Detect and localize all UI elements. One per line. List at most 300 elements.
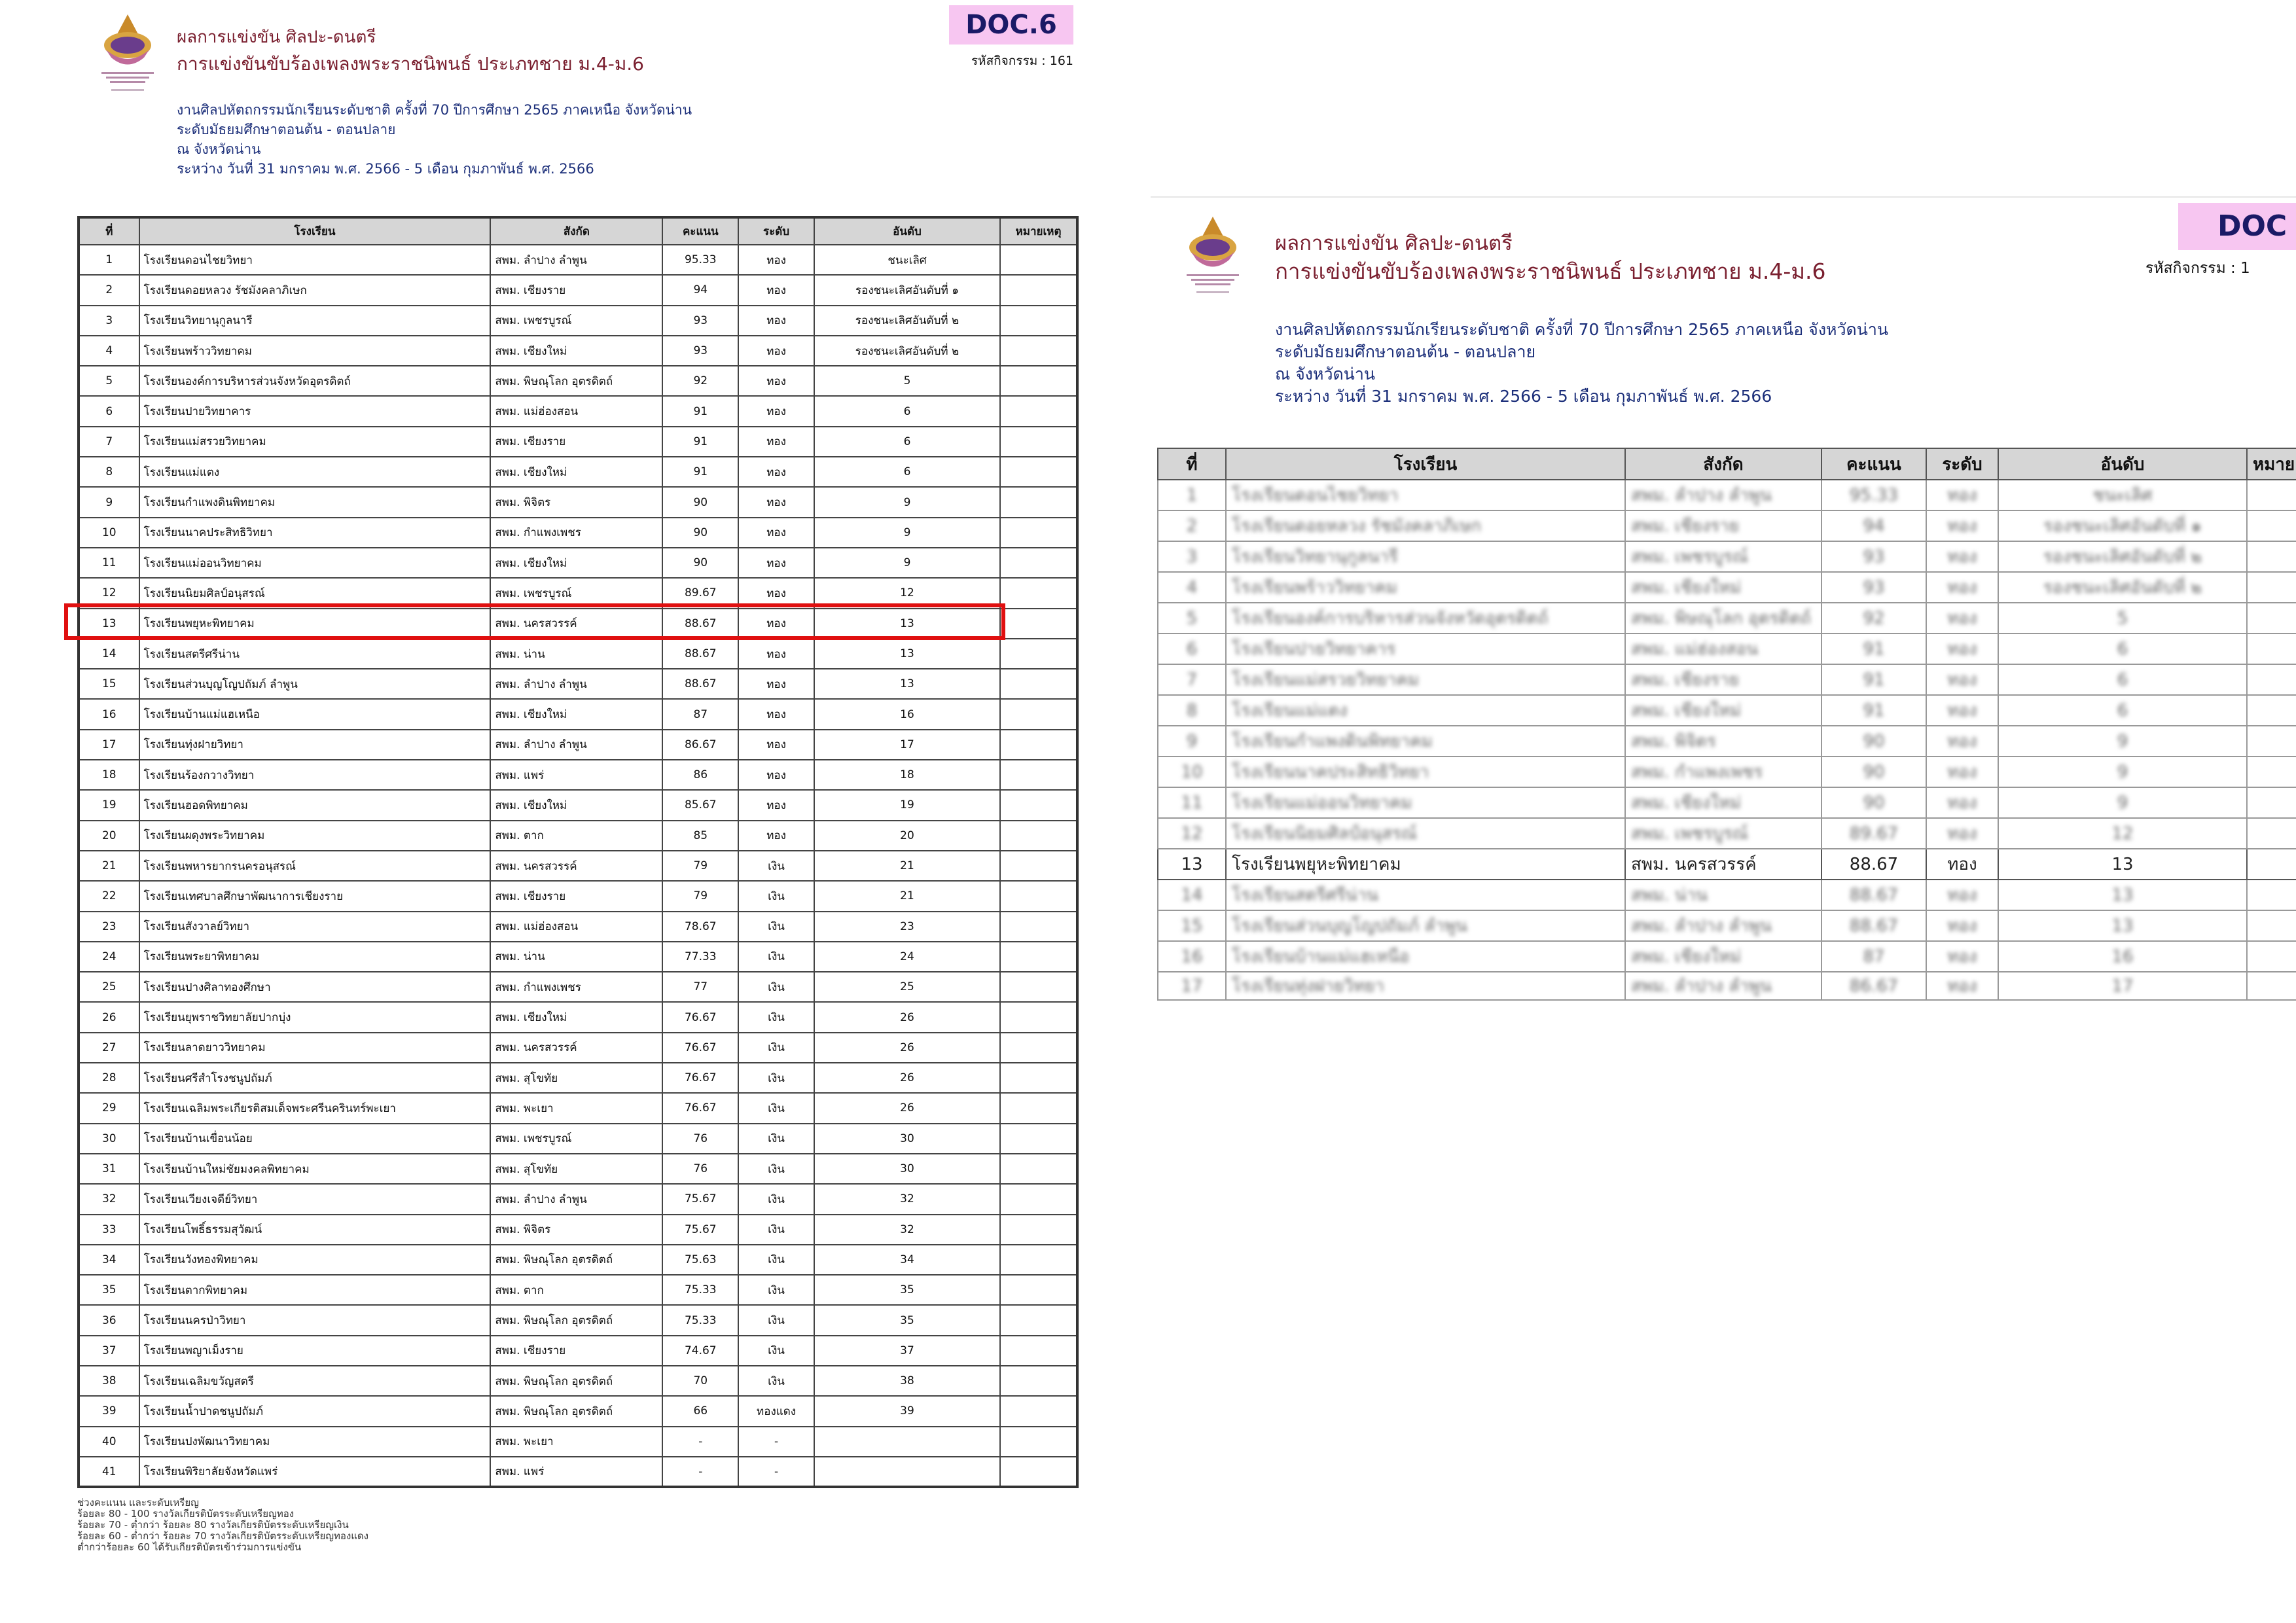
table-cell: 93 [662,336,738,366]
table-cell: โรงเรียนสตรีศรีน่าน [1226,880,1625,910]
table-cell: สพม. ลำปาง ลำพูน [490,1184,662,1214]
results-table [77,216,1079,1488]
table-cell: - [738,1457,814,1487]
table-cell: เงิน [738,912,814,942]
table-row [79,518,1077,548]
table-cell-note [1000,1396,1077,1426]
table-cell-note [1000,518,1077,548]
table-cell: 6 [814,427,1000,457]
table-row [79,1275,1077,1305]
table-cell: 38 [79,1366,139,1396]
table-cell-note [2247,880,2296,910]
table-row [1158,757,2296,787]
table-cell: 3 [1158,541,1226,572]
table-row [1158,695,2296,726]
table-cell: 26 [814,1063,1000,1093]
table-row [79,1002,1077,1032]
table-cell: โรงเรียนปงพัฒนาวิทยาคม [139,1427,491,1457]
table-cell: ชนะเลิศ [1998,480,2247,510]
table-cell: 26 [814,1033,1000,1063]
table-cell: 35 [814,1305,1000,1335]
table-cell: เงิน [738,1305,814,1335]
table-cell: 91 [1821,664,1926,695]
table-cell: โรงเรียนส่วนบุญโญปถัมภ์ ลำพูน [1226,910,1625,941]
table-cell: ทอง [1926,818,1998,849]
table-cell: 14 [1158,880,1226,910]
table-cell: 39 [79,1396,139,1426]
table-cell: 90 [662,487,738,517]
table-cell: 12 [814,578,1000,608]
table-cell: โรงเรียนวิทยานุกูลนารี [1226,541,1625,572]
table-cell: โรงเรียนกำแพงดินพิทยาคม [1226,726,1625,757]
table-cell: 35 [814,1275,1000,1305]
table-cell-note [1000,912,1077,942]
table-cell: 14 [79,639,139,669]
info-line: งานศิลปหัตถกรรมนักเรียนระดับชาติ ครั้งที่ 70 ปีการศึกษา 2565 ภาคเหนือ จังหวัดน่าน [1275,320,1888,339]
table-cell: สพม. กำแพงเพชร [490,518,662,548]
table-cell: ทอง [1926,664,1998,695]
table-row [1158,664,2296,695]
table-cell: สพม. เชียงใหม่ [490,457,662,487]
table-cell: 10 [79,518,139,548]
table-row [79,1093,1077,1123]
table-cell: โรงเรียนพระยาพิทยาคม [139,942,491,972]
table-cell: โรงเรียนทุ่งฝายวิทยา [139,730,491,760]
table-cell: 70 [662,1366,738,1396]
table-cell: 30 [814,1124,1000,1154]
info-line: ณ จังหวัดน่าน [1275,365,1375,383]
table-cell: โรงเรียนแม่แตง [1226,695,1625,726]
table-cell: สพม. เชียงใหม่ [490,548,662,578]
table-cell: สพม. เพชรบูรณ์ [490,578,662,608]
table-cell: 12 [1158,818,1226,849]
table-cell: สพม. พะเยา [490,1093,662,1123]
table-cell-note [1000,578,1077,608]
table-cell: เงิน [738,1002,814,1032]
table-row [79,821,1077,851]
table-cell-note [2247,972,2296,1000]
table-cell: 4 [1158,572,1226,603]
table-cell: 95.33 [1821,480,1926,510]
table-cell: 92 [1821,603,1926,633]
table-cell: 7 [79,427,139,457]
table-cell: 13 [1158,849,1226,880]
table-cell: ทอง [1926,603,1998,633]
table-cell: โรงเรียนบ้านแม่แฮเหนือ [139,699,491,729]
table-row [1158,849,2296,880]
table-cell: โรงเรียนพิริยาลัยจังหวัดแพร่ [139,1457,491,1487]
table-cell: สพม. พิษณุโลก อุตรดิตถ์ [490,1305,662,1335]
table-cell: ทอง [1926,941,1998,972]
table-cell: สพม. เชียงราย [490,275,662,305]
arts-crafts-emblem-logo [92,9,164,107]
table-cell-note [1000,821,1077,851]
table-cell: 88.67 [662,609,738,639]
table-row [79,1215,1077,1245]
table-cell: 78.67 [662,912,738,942]
table-cell-note [1000,790,1077,820]
table-cell-note [1000,851,1077,881]
table-cell: โรงเรียนดอยหลวง รัชมังคลาภิเษก [139,275,491,305]
table-row [79,1305,1077,1335]
table-cell: 77.33 [662,942,738,972]
table-cell: ทอง [738,790,814,820]
col-header: ระดับ [738,217,814,245]
table-cell-note [1000,942,1077,972]
table-cell-note [1000,306,1077,336]
table-cell: เงิน [738,1154,814,1184]
table-cell: 7 [1158,664,1226,695]
table-cell: 11 [79,548,139,578]
table-cell-note [1000,609,1077,639]
table-row [79,912,1077,942]
table-row [79,1427,1077,1457]
table-cell: ชนะเลิศ [814,245,1000,275]
table-cell-note [1000,1063,1077,1093]
table-cell: โรงเรียนน้ำปาดชนูปถัมภ์ [139,1396,491,1426]
table-cell [814,1457,1000,1487]
table-cell-note [1000,972,1077,1002]
table-cell: 75.33 [662,1305,738,1335]
table-cell-note [1000,1305,1077,1335]
table-row [79,1457,1077,1487]
table-cell: 6 [1998,633,2247,664]
info-line: ณ จังหวัดน่าน [177,141,261,157]
table-cell: 89.67 [662,578,738,608]
legend-line: ร้อยละ 70 - ต่ำกว่า ร้อยละ 80 รางวัลเกียรติบัตรระดับเหรียญเงิน [77,1519,349,1531]
table-cell: สพม. แพร่ [490,760,662,790]
activity-code: รหัสกิจกรรม : 161 [971,54,1073,68]
table-row [79,942,1077,972]
table-cell: สพม. เชียงใหม่ [1625,941,1821,972]
table-cell-note [2247,787,2296,818]
table-cell-note [2247,849,2296,880]
table-cell: โรงเรียนดอยหลวง รัชมังคลาภิเษก [1226,510,1625,541]
table-cell: 38 [814,1366,1000,1396]
table-row [79,1124,1077,1154]
table-cell-note [1000,1245,1077,1275]
table-cell: สพม. ลำปาง ลำพูน [490,245,662,275]
table-cell: รองชนะเลิศอันดับที่ ๒ [1998,541,2247,572]
table-cell: สพม. นครสวรรค์ [1625,849,1821,880]
table-row [79,1033,1077,1063]
table-row [79,1396,1077,1426]
table-cell-note [2247,480,2296,510]
table-row [1158,880,2296,910]
table-cell: เงิน [738,1366,814,1396]
col-header: ระดับ [1926,448,1998,480]
table-cell: 76 [662,1154,738,1184]
table-cell: ทอง [1926,787,1998,818]
document-zoom-view [1151,0,2296,1623]
table-cell-note [1000,760,1077,790]
table-cell: 8 [79,457,139,487]
table-cell: สพม. นครสวรรค์ [490,851,662,881]
table-cell-note [1000,1457,1077,1487]
table-row [79,306,1077,336]
table-cell: 9 [1998,787,2247,818]
table-cell: 9 [79,487,139,517]
table-cell: ทอง [738,760,814,790]
table-cell: ทอง [1926,480,1998,510]
table-row [1158,480,2296,510]
table-cell: - [662,1427,738,1457]
table-cell: 37 [814,1336,1000,1366]
table-cell-note [2247,757,2296,787]
table-row [79,487,1077,517]
col-header: คะแนน [1821,448,1926,480]
table-cell: 15 [1158,910,1226,941]
competition-title: การแข่งขันขับร้องเพลงพระราชนิพนธ์ ประเภทชาย ม.4-ม.6 [177,53,644,75]
table-cell-note [2247,510,2296,541]
table-cell: โรงเรียนเฉลิมพระเกียรติสมเด็จพระศรีนครินทร์พะเยา [139,1093,491,1123]
col-header: อันดับ [814,217,1000,245]
table-cell: โรงเรียนดอนไชยวิทยา [139,245,491,275]
table-cell: สพม. แพร่ [490,1457,662,1487]
table-cell: ทอง [738,669,814,699]
table-cell-note [1000,1002,1077,1032]
table-cell: เงิน [738,851,814,881]
table-cell: 91 [662,396,738,426]
table-cell: สพม. พิษณุโลก อุตรดิตถ์ [490,1366,662,1396]
table-cell-note [2247,695,2296,726]
table-cell: โรงเรียนพยุหะพิทยาคม [1226,849,1625,880]
table-cell: สพม. สุโขทัย [490,1063,662,1093]
table-cell: สพม. เชียงราย [490,427,662,457]
table-cell-note [1000,487,1077,517]
table-cell: 10 [1158,757,1226,787]
table-cell: 21 [79,851,139,881]
table-cell: 13 [1998,910,2247,941]
table-cell: 18 [814,760,1000,790]
table-cell: 87 [1821,941,1926,972]
legend-line: ต่ำกว่าร้อยละ 60 ได้รับเกียรติบัตรเข้าร่วมการแข่งขัน [77,1541,302,1553]
table-cell: เงิน [738,972,814,1002]
table-cell: 23 [814,912,1000,942]
table-cell: 88.67 [1821,910,1926,941]
table-row [79,1154,1077,1184]
table-cell: 91 [662,427,738,457]
table-cell: โรงเรียนพร้าววิทยาคม [1226,572,1625,603]
table-cell: สพม. พิษณุโลก อุตรดิตถ์ [490,1396,662,1426]
table-cell-note [1000,669,1077,699]
table-cell: รองชนะเลิศอันดับที่ ๒ [1998,572,2247,603]
arts-crafts-emblem-logo [1177,208,1249,313]
table-cell: 26 [79,1002,139,1032]
table-cell: 9 [814,487,1000,517]
table-cell: สพม. พิษณุโลก อุตรดิตถ์ [490,1245,662,1275]
legend-line: ร้อยละ 60 - ต่ำกว่า ร้อยละ 70 รางวัลเกียรติบัตรระดับเหรียญทองแดง [77,1530,368,1542]
table-row [79,639,1077,669]
table-cell: 75.67 [662,1184,738,1214]
table-cell-note [1000,881,1077,911]
table-cell: โรงเรียนแม่สรวยวิทยาคม [1226,664,1625,695]
table-cell-note [1000,639,1077,669]
table-cell: - [738,1427,814,1457]
table-cell: โรงเรียนดอนไชยวิทยา [1226,480,1625,510]
table-cell: 12 [79,578,139,608]
table-cell-note [2247,818,2296,849]
table-cell: สพม. พิจิตร [1625,726,1821,757]
table-cell-note [1000,366,1077,396]
table-cell: สพม. เชียงใหม่ [490,699,662,729]
table-cell: ทอง [1926,972,1998,1000]
doc-code-badge: DOC [2178,203,2296,250]
table-cell-note [1000,1366,1077,1396]
table-cell: ทอง [738,306,814,336]
table-cell: ทอง [1926,572,1998,603]
table-cell: โรงเรียนพยุหะพิทยาคม [139,609,491,639]
table-cell: ทอง [738,366,814,396]
table-cell: โรงเรียนปายวิทยาคาร [1226,633,1625,664]
table-cell: 30 [79,1124,139,1154]
table-cell: สพม. ลำปาง ลำพูน [490,669,662,699]
table-cell: สพม. ลำปาง ลำพูน [490,730,662,760]
table-cell: 91 [1821,695,1926,726]
table-cell: 75.67 [662,1215,738,1245]
table-cell: 76.67 [662,1063,738,1093]
table-cell: ทอง [738,336,814,366]
table-cell-note [2247,910,2296,941]
table-cell: โรงเรียนบ้านเขื่อนน้อย [139,1124,491,1154]
table-cell: 90 [1821,787,1926,818]
table-cell: ทอง [738,578,814,608]
table-cell: เงิน [738,1033,814,1063]
table-row [79,1336,1077,1366]
table-cell: สพม. พะเยา [490,1427,662,1457]
table-row [79,457,1077,487]
table-cell: 26 [814,1093,1000,1123]
table-cell: เงิน [738,1215,814,1245]
table-cell: 90 [1821,757,1926,787]
table-cell: 13 [79,609,139,639]
table-cell: 17 [79,730,139,760]
table-cell: ทองแดง [738,1396,814,1426]
table-cell: สพม. น่าน [490,942,662,972]
table-row [79,1366,1077,1396]
table-cell: สพม. นครสวรรค์ [490,609,662,639]
table-cell: โรงเรียนแม่แตง [139,457,491,487]
col-header: สังกัด [1625,448,1821,480]
info-line: ระดับมัธยมศึกษาตอนต้น - ตอนปลาย [177,122,396,137]
table-cell-note [1000,245,1077,275]
table-cell: โรงเรียนปางศิลาทองศึกษา [139,972,491,1002]
table-cell-note [1000,730,1077,760]
table-cell: เงิน [738,881,814,911]
table-row [1158,572,2296,603]
table-cell: โรงเรียนทุ่งฝายวิทยา [1226,972,1625,1000]
page-title: ผลการแข่งขัน ศิลปะ-ดนตรี [177,27,376,47]
score-legend [77,1497,368,1553]
table-cell: 86 [662,760,738,790]
table-cell: 35 [79,1275,139,1305]
table-cell: 77 [662,972,738,1002]
table-cell: 21 [814,851,1000,881]
table-cell: โรงเรียนพญาเม็งราย [139,1336,491,1366]
col-header: โรงเรียน [1226,448,1625,480]
table-cell [814,1427,1000,1457]
table-cell: 32 [814,1184,1000,1214]
table-cell: 79 [662,851,738,881]
table-cell: สพม. นครสวรรค์ [490,1033,662,1063]
table-cell: สพม. เชียงราย [1625,510,1821,541]
table-cell-note [2247,664,2296,695]
col-header: หมายเหตุ [1000,217,1077,245]
table-cell: ทอง [738,518,814,548]
table-cell: 39 [814,1396,1000,1426]
table-cell: 9 [1998,757,2247,787]
table-cell: สพม. เชียงใหม่ [1625,787,1821,818]
table-cell: 30 [814,1154,1000,1184]
table-row [79,699,1077,729]
table-cell: สพม. สุโขทัย [490,1154,662,1184]
table-cell-note [1000,427,1077,457]
info-line: ระหว่าง วันที่ 31 มกราคม พ.ศ. 2566 - 5 เดือน กุมภาพันธ์ พ.ศ. 2566 [1275,387,1772,406]
table-cell: สพม. เพชรบูรณ์ [490,1124,662,1154]
table-cell: 22 [79,881,139,911]
table-cell: ทอง [1926,880,1998,910]
table-cell: 36 [79,1305,139,1335]
table-cell: รองชนะเลิศอันดับที่ ๑ [1998,510,2247,541]
table-cell-note [1000,1154,1077,1184]
table-cell: 89.67 [1821,818,1926,849]
table-cell: 13 [1998,880,2247,910]
table-cell: สพม. แม่ฮ่องสอน [1625,633,1821,664]
table-row [1158,910,2296,941]
table-cell: 31 [79,1154,139,1184]
table-cell: 20 [814,821,1000,851]
info-line: ระดับมัธยมศึกษาตอนต้น - ตอนปลาย [1275,342,1536,361]
table-cell: 75.63 [662,1245,738,1275]
col-header: ที่ [1158,448,1226,480]
table-cell: 33 [79,1215,139,1245]
table-cell: เงิน [738,1275,814,1305]
table-row [79,972,1077,1002]
table-cell: โรงเรียนปายวิทยาคาร [139,396,491,426]
table-cell: 16 [814,699,1000,729]
col-header: ที่ [79,217,139,245]
table-cell: สพม. เชียงราย [490,1336,662,1366]
document-full-view [0,0,1145,1623]
table-cell: โรงเรียนพร้าววิทยาคม [139,336,491,366]
table-cell: 93 [662,306,738,336]
table-header-row [79,217,1077,245]
table-cell: 32 [79,1184,139,1214]
table-cell-note [1000,1215,1077,1245]
table-cell: 13 [814,669,1000,699]
table-cell: สพม. เพชรบูรณ์ [1625,818,1821,849]
table-cell: สพม. ลำปาง ลำพูน [1625,480,1821,510]
table-cell: 91 [1821,633,1926,664]
table-cell: โรงเรียนนิยมศิลป์อนุสรณ์ [139,578,491,608]
table-cell: โรงเรียนบ้านแม่แฮเหนือ [1226,941,1625,972]
table-cell: สพม. น่าน [1625,880,1821,910]
table-cell: 9 [1158,726,1226,757]
table-cell: 76.67 [662,1033,738,1063]
table-row [79,1184,1077,1214]
table-cell: โรงเรียนแม่ออนวิทยาคม [1226,787,1625,818]
table-cell-note [1000,1275,1077,1305]
table-cell: ทอง [738,427,814,457]
table-cell: 19 [814,790,1000,820]
table-cell: 16 [1158,941,1226,972]
table-cell: ทอง [738,730,814,760]
table-cell: 25 [79,972,139,1002]
table-cell: สพม. เชียงใหม่ [490,1002,662,1032]
table-cell: เงิน [738,1184,814,1214]
table-cell: ทอง [1926,695,1998,726]
table-cell-note [1000,1124,1077,1154]
